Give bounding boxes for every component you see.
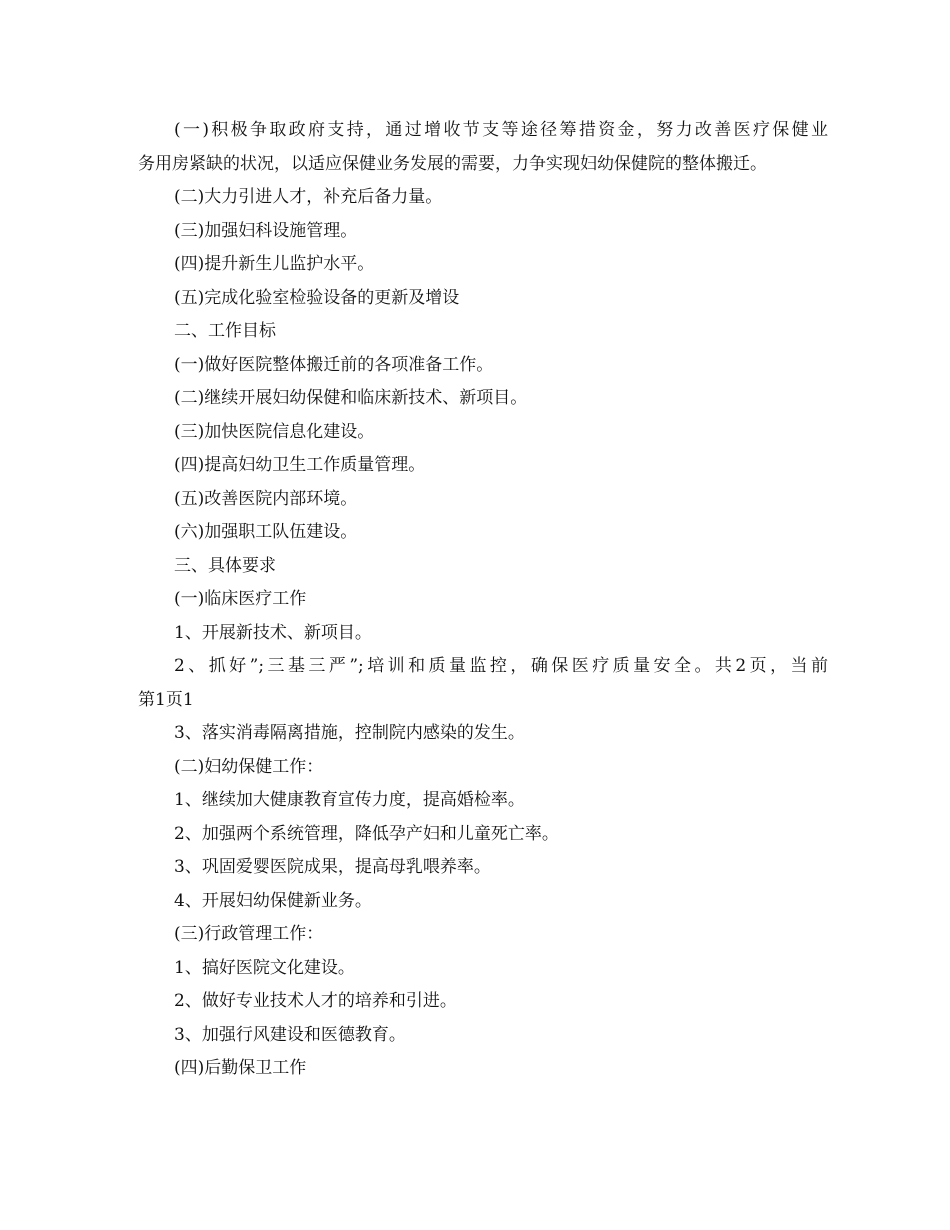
text-line: 1、开展新技术、新项目。 xyxy=(174,622,372,643)
text-line: (四)提升新生儿监护水平。 xyxy=(174,254,375,274)
text-line: 三、具体要求 xyxy=(174,555,276,576)
text-line: (三)加强妇科设施管理。 xyxy=(174,220,358,241)
text-line: (一)积极争取政府支持，通过增收节支等途径筹措资金，努力改善医疗保健业 xyxy=(174,120,828,140)
text-line: 1、搞好医院文化建设。 xyxy=(174,957,355,978)
text-line: 4、开展妇幼保健新业务。 xyxy=(174,890,372,911)
text-line: (五)改善医院内部环境。 xyxy=(174,488,358,509)
text-line: (五)完成化验室检验设备的更新及增设 xyxy=(174,287,460,308)
text-line: 2、做好专业技术人才的培养和引进。 xyxy=(174,991,457,1011)
text-line: 3、加强行风建设和医德教育。 xyxy=(174,1024,406,1045)
text-line: (一)做好医院整体搬迁前的各项准备工作。 xyxy=(174,354,494,375)
text-line: 务用房紧缺的状况，以适应保健业务发展的需要，力争实现妇幼保健院的整体搬迁。 xyxy=(138,153,767,174)
text-line: 3、巩固爱婴医院成果，提高母乳喂养率。 xyxy=(174,857,491,877)
text-line: 1、继续加大健康教育宣传力度，提高婚检率。 xyxy=(174,790,525,810)
text-line: 二、工作目标 xyxy=(174,321,276,341)
text-line: 3、落实消毒隔离措施，控制院内感染的发生。 xyxy=(174,723,525,743)
text-line: (二)继续开展妇幼保健和临床新技术、新项目。 xyxy=(174,388,528,408)
text-line: (四)后勤保卫工作 xyxy=(174,1058,307,1078)
text-line: (二)大力引进人才，补充后备力量。 xyxy=(174,187,443,207)
text-line: (三)行政管理工作： xyxy=(174,924,324,944)
text-line: 第1页1 xyxy=(138,689,194,710)
text-line: (一)临床医疗工作 xyxy=(174,589,307,609)
text-line: 2、抓好”;三基三严”;培训和质量监控，确保医疗质量安全。共2页，当前 xyxy=(174,656,828,676)
text-line: 2、加强两个系统管理，降低孕产妇和儿童死亡率。 xyxy=(174,823,559,844)
text-line: (四)提高妇幼卫生工作质量管理。 xyxy=(174,455,426,475)
document-body xyxy=(138,114,828,1086)
text-line: (二)妇幼保健工作： xyxy=(174,756,324,777)
text-line: (三)加快医院信息化建设。 xyxy=(174,421,375,442)
text-line: (六)加强职工队伍建设。 xyxy=(174,522,358,542)
